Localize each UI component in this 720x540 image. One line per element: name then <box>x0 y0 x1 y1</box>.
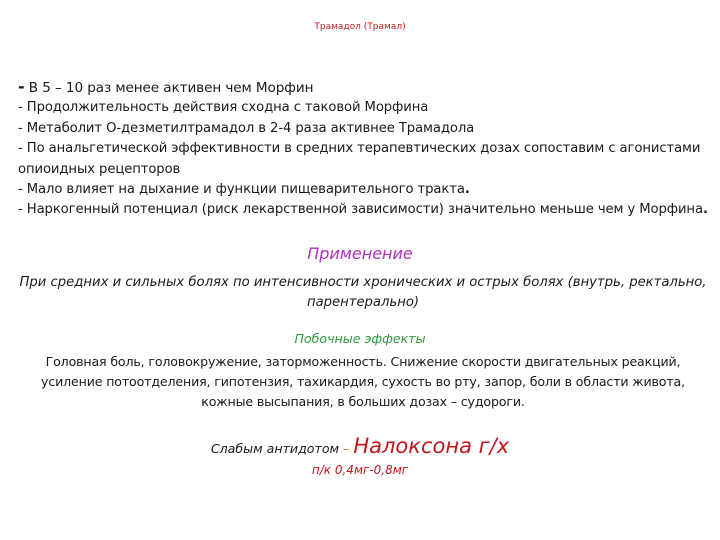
slide-title: Трамадол (Трамал) <box>314 22 406 32</box>
fact-text-6: - Наркогенный потенциал (риск лекарственной зависимости) значительно меньше чем у Морфина <box>18 202 703 218</box>
fact-period-6: . <box>702 202 708 218</box>
antidote-drug: Налоксона г/х <box>353 434 510 458</box>
application-text: При средних и сильных болях по интенсивности хронических и острых болях (внутрь, ректально, парентерально) <box>19 275 707 310</box>
facts-block <box>18 77 708 221</box>
fact-line-6 <box>18 200 708 220</box>
fact-line-3: - Метаболит О-дезметилтрамадол в 2-4 раза активнее Трамадола <box>18 120 475 136</box>
side-effects-text: Головная боль, головокружение, заторможенность. Снижение скорости двигательных реакций, усиление потоотделения, гипотензия, тахикардия, сухость во рту, запор, боли в области живота, кожные высыпания, в больших дозах – судороги. <box>41 354 685 409</box>
application-heading: Применение <box>307 244 413 263</box>
fact-line-2: - Продолжительность действия сходна с таковой Морфина <box>18 100 429 116</box>
fact-text-1: В 5 – 10 раз менее активен чем Морфин <box>24 80 314 96</box>
antidote-prefix: Слабым антидотом <box>210 441 340 456</box>
fact-period-5: . <box>464 182 470 198</box>
side-effects-heading: Побочные эффекты <box>294 331 426 346</box>
fact-line-1 <box>18 77 708 98</box>
antidote-dose: п/к 0,4мг-0,8мг <box>311 463 409 477</box>
fact-line-5 <box>18 180 708 200</box>
antidote-dash: – <box>339 441 354 456</box>
fact-line-4: - По анальгетической эффективности в средних терапевтических дозах сопоставим с агонистами опиоидных рецепторов <box>18 141 701 177</box>
fact-text-5: - Мало влияет на дыхание и функции пищеварительного тракта <box>18 182 465 198</box>
fact-dash: - <box>18 77 25 96</box>
antidote-line <box>0 434 720 458</box>
